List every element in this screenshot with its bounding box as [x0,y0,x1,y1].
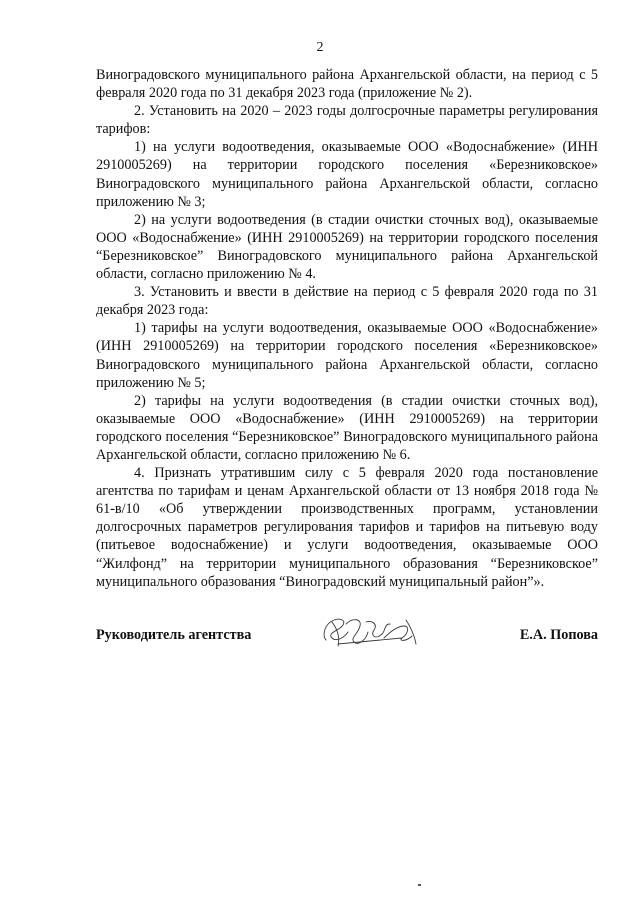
paragraph-subitem-3-1: 1) тарифы на услуги водоотведения, оказываемые ООО «Водоснабжение» (ИНН 2910005269) на территории городского поселения «Березниковское» Виноградовского муниципального района Архангельской области, согласно приложению № 5; [96,320,598,391]
signer-title: Руководитель агентства [96,627,252,643]
document-body [96,66,598,591]
paragraph-continuation: Виноградовского муниципального района Архангельской области, на период с 5 февраля 2020 года по 31 декабря 2023 года (приложение № 2). [96,67,598,102]
page-number: 2 [316,40,324,55]
paragraph-subitem-2-2: 2) на услуги водоотведения (в стадии очистки сточных вод), оказываемые ООО «Водоснабжение» (ИНН 2910005269) на территории городского поселения “Березниковское” Виноградовского муниципального района Архангельской области, согласно приложению № 4. [96,211,598,283]
paragraph-item-3: 3. Установить и ввести в действие на период с 5 февраля 2020 года по 31 декабря 2023 года: [96,284,598,319]
paragraph-subitem-3-2: 2) тарифы на услуги водоотведения (в стадии очистки сточных вод), оказываемые ООО «Водоснабжение» (ИНН 2910005269) на территории городского поселения “Березниковское” Виноградовского муниципального района Архангельской области, согласно приложению № 6. [96,392,598,463]
handwritten-signature [318,612,428,652]
paragraph-item-2: 2. Установить на 2020 – 2023 годы долгосрочные параметры регулирования тарифов: [96,103,598,138]
scan-mark [418,884,421,886]
paragraph-subitem-2-1: 1) на услуги водоотведения, оказываемые ООО «Водоснабжение» (ИНН 2910005269) на территории городского поселения «Березниковское» Виноградовского муниципального района Архангельской области, согласно приложению № 3; [96,139,598,210]
signer-name: Е.А. Попова [519,627,598,643]
paragraph-item-4: 4. Признать утратившим силу с 5 февраля 2020 года постановление агентства по тарифам и ценам Архангельской области от 13 ноября 2018 года № 61-в/10 «Об утверждении производственных программ, установлении долгосрочных параметров регулирования тарифов и тарифов на питьевую воду (питьевое водоснабжение) и услуги водоотведения, оказываемые ООО “Жилфонд” на территории муниципального образования “Березниковское” муниципального образования “Виноградовский муниципальный район”». [96,465,598,590]
signature-block [96,612,598,662]
